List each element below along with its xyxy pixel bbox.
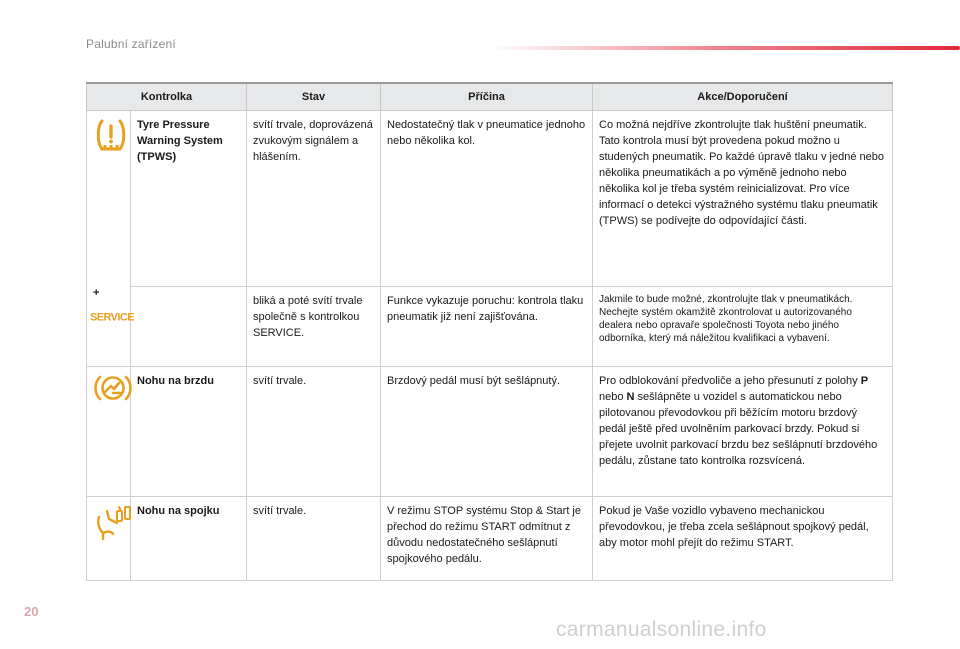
brake-icon-cell	[87, 367, 131, 497]
table-row	[87, 287, 893, 367]
cause-cell: Brzdový pedál musí být sešlápnutý.	[381, 367, 593, 497]
table-row	[87, 497, 893, 581]
gear-position-n: N	[626, 391, 635, 403]
state-cell: svítí trvale, doprovázená zvukovým signálem a hlášením.	[247, 111, 381, 287]
state-cell: svítí trvale.	[247, 367, 381, 497]
watermark: carmanualsonline.info	[556, 618, 767, 641]
column-header-akce: Akce/Doporučení	[593, 83, 893, 111]
header-accent-bar	[490, 46, 960, 50]
light-name-brake: Nohu na brzdu	[131, 367, 247, 497]
action-cell	[593, 367, 893, 497]
cause-cell: Funkce vykazuje poruchu: kontrola tlaku pneumatik již není zajišťována.	[381, 287, 593, 367]
action-cell: Co možná nejdříve zkontrolujte tlak huštění pneumatik. Tato kontrola musí být provedena pokud možno u studených pneumatik. Po každé úpravě tlaku v jedné nebo několika pneumatikách a po výměně jednoho nebo několika kol je třeba systém reinicializovat. Pro více informací o detekci výstražného systému tlaku pneumatik (TPWS) se podívejte do odpovídající části.	[593, 111, 893, 287]
cause-cell: Nedostatečný tlak v pneumatice jednoho nebo několika kol.	[381, 111, 593, 287]
gear-position-p: P	[860, 375, 869, 387]
column-header-kontrolka: Kontrolka	[87, 83, 247, 111]
table-header-row	[87, 83, 893, 111]
service-icon-text: SERVICE	[90, 311, 134, 324]
tpws-icon	[93, 117, 129, 153]
action-text-part: nebo	[599, 391, 627, 403]
table-row	[87, 367, 893, 497]
action-cell: Pokud je Vaše vozidlo vybaveno mechanickou převodovkou, je třeba zcela sešlápnout spojkový pedál, aby motor mohl přejít do režimu START.	[593, 497, 893, 581]
action-cell: Jakmile to bude možné, zkontrolujte tlak v pneumatikách. Nechejte systém okamžitě zkontrolovat u autorizovaného dealera nebo opravaře společnosti Toyota nebo jiného odborníka, který má náležitou kvalifikaci a vybavení.	[593, 287, 893, 367]
table-row	[87, 111, 893, 287]
column-header-stav: Stav	[247, 83, 381, 111]
light-name-tpws: Tyre Pressure Warning System (TPWS)	[131, 111, 247, 287]
state-cell: bliká a poté svítí trvale společně s kontrolkou SERVICE.	[247, 287, 381, 367]
clutch-pedal-icon	[93, 503, 133, 543]
state-cell: svítí trvale.	[247, 497, 381, 581]
action-text-part: sešlápněte u vozidel s automatickou nebo pilotovanou převodovkou při běžícím motoru brzdový pedál ještě před uvolněním parkovací brzdy. Pokud si přejete uvolnit parkovací brzdu bez sešlápnutí brzdového pedálu, zůstane tato kontrolka rozsvícená.	[599, 391, 878, 467]
action-text-part: Pro odblokování předvoliče a jeho přesunutí z polohy	[599, 375, 861, 387]
section-title: Palubní zařízení	[86, 37, 176, 51]
brake-pedal-icon	[93, 373, 133, 403]
plus-sign: +	[93, 287, 100, 299]
service-icon	[90, 309, 134, 324]
warning-lights-table	[86, 82, 893, 581]
page-number: 20	[24, 604, 39, 619]
cause-cell: V režimu STOP systému Stop & Start je přechod do režimu START odmítnut z důvodu nedostatečného sešlápnutí spojkového pedálu.	[381, 497, 593, 581]
light-name-empty	[131, 287, 247, 367]
clutch-icon-cell	[87, 497, 131, 581]
column-header-pricina: Příčina	[381, 83, 593, 111]
light-name-clutch: Nohu na spojku	[131, 497, 247, 581]
tpws-icon-cell	[87, 111, 134, 367]
